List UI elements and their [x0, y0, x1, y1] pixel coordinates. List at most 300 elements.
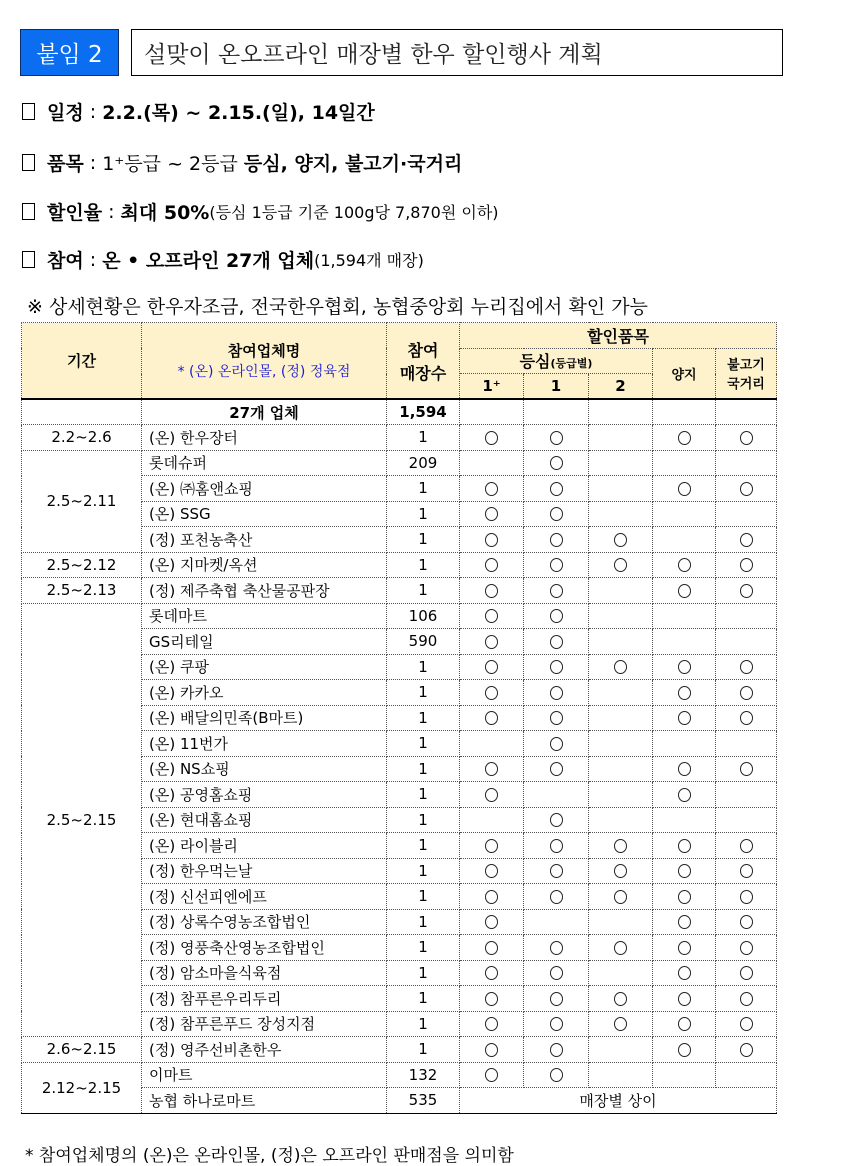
company-cell: (온) SSG [142, 501, 387, 527]
item-cell-g2 [589, 476, 653, 502]
item-cell-g2 [589, 884, 653, 910]
header-grade-2: 2 [589, 374, 653, 400]
stores-cell: 1 [387, 858, 460, 884]
circle-mark-icon [678, 992, 691, 1006]
circle-mark-icon [740, 915, 753, 929]
item-cell-yangji [653, 833, 716, 859]
table-row [22, 603, 777, 629]
circle-mark-icon [678, 711, 691, 725]
stores-cell: 1 [387, 578, 460, 604]
item-cell-g1 [524, 552, 589, 578]
circle-mark-icon [485, 762, 498, 776]
item-cell-g1 [524, 807, 589, 833]
item-cell-g1 [524, 578, 589, 604]
circle-mark-icon [740, 890, 753, 904]
company-cell: (온) 쿠팡 [142, 654, 387, 680]
header-brisket: 양지 [653, 348, 716, 399]
stores-cell: 1 [387, 1037, 460, 1063]
total-row [22, 399, 777, 425]
circle-mark-icon [485, 915, 498, 929]
circle-mark-icon [485, 788, 498, 802]
circle-mark-icon [678, 584, 691, 598]
item-cell-bulgogi [716, 960, 777, 986]
item-cell-g2 [589, 578, 653, 604]
stores-cell: 535 [387, 1088, 460, 1114]
discount-plan-table [21, 322, 777, 1114]
circle-mark-icon [485, 941, 498, 955]
item-cell-yangji [653, 527, 716, 553]
stores-cell: 1 [387, 833, 460, 859]
item-cell-g1p [460, 731, 524, 757]
circle-mark-icon [740, 584, 753, 598]
company-cell: (온) NS쇼핑 [142, 756, 387, 782]
item-cell-g1p [460, 527, 524, 553]
stores-cell: 1 [387, 552, 460, 578]
item-cell-g2 [589, 501, 653, 527]
circle-mark-icon [485, 609, 498, 623]
item-cell-g1 [524, 680, 589, 706]
bullet-participation [22, 246, 424, 273]
item-cell-bulgogi [716, 782, 777, 808]
item-cell-g1 [524, 731, 589, 757]
circle-mark-icon [485, 890, 498, 904]
circle-mark-icon [550, 864, 563, 878]
stores-cell: 132 [387, 1062, 460, 1088]
item-cell-g1 [524, 654, 589, 680]
item-cell-g2 [589, 935, 653, 961]
circle-mark-icon [614, 660, 627, 674]
stores-cell: 1 [387, 705, 460, 731]
item-cell-g2 [589, 552, 653, 578]
company-cell: (정) 상록수영농조합법인 [142, 909, 387, 935]
circle-mark-icon [485, 584, 498, 598]
item-cell-g1 [524, 909, 589, 935]
circle-mark-icon [678, 431, 691, 445]
item-cell-bulgogi [716, 833, 777, 859]
header-bulgogi [716, 348, 777, 399]
circle-mark-icon [740, 864, 753, 878]
info-note: ※ 상세현황은 한우자조금, 전국한우협회, 농협중앙회 누리집에서 확인 가능 [27, 296, 648, 318]
circle-mark-icon [485, 507, 498, 521]
bullet-label: 할인율 [47, 202, 103, 224]
header-sirloin-label: 등심 [519, 352, 551, 372]
circle-mark-icon [485, 482, 498, 496]
item-cell-bulgogi [716, 909, 777, 935]
stores-cell: 1 [387, 425, 460, 451]
item-cell-g1 [524, 756, 589, 782]
bullet-detail: (1,594개 매장) [314, 251, 424, 270]
item-cell-g2 [589, 1011, 653, 1037]
circle-mark-icon [485, 711, 498, 725]
checkbox-square-icon [22, 203, 35, 220]
table-row [22, 1037, 777, 1063]
period-cell: 2.5~2.12 [22, 552, 142, 578]
stores-cell: 1 [387, 960, 460, 986]
item-cell-g1 [524, 603, 589, 629]
period-cell: 2.2~2.6 [22, 425, 142, 451]
circle-mark-icon [550, 813, 563, 827]
item-cell-yangji [653, 680, 716, 706]
item-cell-g1p [460, 833, 524, 859]
company-cell: (온) 카카오 [142, 680, 387, 706]
item-cell-g2 [589, 425, 653, 451]
table-row [22, 578, 777, 604]
item-cell-bulgogi [716, 680, 777, 706]
item-cell-g1p [460, 986, 524, 1012]
period-cell: 2.5~2.11 [22, 450, 142, 552]
company-cell: (온) 공영홈쇼핑 [142, 782, 387, 808]
circle-mark-icon [740, 660, 753, 674]
item-cell-yangji [653, 858, 716, 884]
item-cell-g2 [589, 450, 653, 476]
circle-mark-icon [550, 507, 563, 521]
item-cell-g1 [524, 705, 589, 731]
item-cell-g1p [460, 680, 524, 706]
circle-mark-icon [550, 456, 563, 470]
circle-mark-icon [678, 482, 691, 496]
bullet-sep: : [83, 100, 103, 123]
bullet-label: 일정 [47, 102, 84, 124]
item-cell-g2 [589, 527, 653, 553]
stores-cell: 590 [387, 629, 460, 655]
circle-mark-icon [740, 533, 753, 547]
item-cell-yangji [653, 425, 716, 451]
item-cell-g1p [460, 884, 524, 910]
item-cell-g1 [524, 1037, 589, 1063]
period-cell: 2.5~2.13 [22, 578, 142, 604]
circle-mark-icon [614, 533, 627, 547]
item-cell-yangji [653, 756, 716, 782]
company-cell: 이마트 [142, 1062, 387, 1088]
bullet-discount-rate [22, 198, 499, 225]
item-cell-g1p [460, 1011, 524, 1037]
circle-mark-icon [550, 992, 563, 1006]
item-cell-g2 [589, 680, 653, 706]
item-cell-yangji [653, 450, 716, 476]
circle-mark-icon [550, 660, 563, 674]
item-cell-bulgogi [716, 552, 777, 578]
stores-cell: 1 [387, 782, 460, 808]
circle-mark-icon [740, 941, 753, 955]
stores-cell: 1 [387, 527, 460, 553]
circle-mark-icon [614, 864, 627, 878]
bullet-value: 최대 50% [120, 202, 210, 224]
circle-mark-icon [485, 864, 498, 878]
stores-cell: 1 [387, 501, 460, 527]
circle-mark-icon [678, 558, 691, 572]
item-cell-yangji [653, 552, 716, 578]
item-cell-g1 [524, 960, 589, 986]
item-cell-g2 [589, 986, 653, 1012]
bullet-value: 등심, 양지, 불고기·국거리 [243, 153, 463, 175]
circle-mark-icon [740, 992, 753, 1006]
item-cell-bulgogi [716, 654, 777, 680]
item-cell-g1 [524, 527, 589, 553]
header-bulgogi-l1: 불고기 [727, 358, 765, 374]
company-cell: (정) 제주축협 축산물공판장 [142, 578, 387, 604]
circle-mark-icon [678, 660, 691, 674]
page-title: 설맞이 온오프라인 매장별 한우 할인행사 계획 [131, 29, 783, 76]
circle-mark-icon [740, 839, 753, 853]
circle-mark-icon [550, 533, 563, 547]
item-cell-g2 [589, 756, 653, 782]
item-cell-g2 [589, 705, 653, 731]
stores-cell: 1 [387, 654, 460, 680]
item-cell-g2 [589, 960, 653, 986]
item-cell-yangji [653, 960, 716, 986]
item-cell-g1p [460, 578, 524, 604]
company-cell: (정) 영풍축산영농조합법인 [142, 935, 387, 961]
circle-mark-icon [678, 966, 691, 980]
item-cell-g1p [460, 935, 524, 961]
item-cell-g1 [524, 782, 589, 808]
item-cell-bulgogi [716, 578, 777, 604]
item-cell-g2 [589, 629, 653, 655]
header-sirloin [460, 348, 653, 374]
stores-cell: 1 [387, 935, 460, 961]
company-cell: (정) 참푸른푸드 장성지점 [142, 1011, 387, 1037]
item-cell-g1 [524, 833, 589, 859]
circle-mark-icon [550, 686, 563, 700]
item-cell-bulgogi [716, 476, 777, 502]
item-cell-g1 [524, 1011, 589, 1037]
varies-cell: 매장별 상이 [460, 1088, 777, 1114]
header-stores [387, 323, 460, 400]
item-cell-g1 [524, 986, 589, 1012]
item-cell-g1p [460, 782, 524, 808]
item-cell-bulgogi [716, 731, 777, 757]
table-row [22, 552, 777, 578]
total-stores: 1,594 [387, 399, 460, 425]
header-stores-l1: 참여 [407, 340, 439, 360]
circle-mark-icon [485, 1068, 498, 1082]
circle-mark-icon [740, 762, 753, 776]
circle-mark-icon [614, 1017, 627, 1031]
company-cell: (정) 신선피엔에프 [142, 884, 387, 910]
circle-mark-icon [678, 762, 691, 776]
item-cell-g1p [460, 858, 524, 884]
item-cell-yangji [653, 807, 716, 833]
bullet-label: 품목 [47, 153, 84, 175]
item-cell-g2 [589, 1037, 653, 1063]
circle-mark-icon [485, 635, 498, 649]
circle-mark-icon [614, 992, 627, 1006]
bullet-value: 온 • 오프라인 27개 업체 [102, 250, 315, 272]
circle-mark-icon [678, 941, 691, 955]
company-cell: (온) 한우장터 [142, 425, 387, 451]
company-cell: GS리테일 [142, 629, 387, 655]
item-cell-g2 [589, 1062, 653, 1088]
header-grade-1: 1 [524, 374, 589, 400]
item-cell-g1p [460, 603, 524, 629]
item-cell-g2 [589, 833, 653, 859]
circle-mark-icon [678, 915, 691, 929]
item-cell-yangji [653, 731, 716, 757]
item-cell-g1p [460, 756, 524, 782]
company-cell: (온) ㈜홈앤쇼핑 [142, 476, 387, 502]
item-cell-g1 [524, 450, 589, 476]
period-cell: 2.6~2.15 [22, 1037, 142, 1063]
item-cell-g1p [460, 1062, 524, 1088]
bullet-value: 2.2.(목) ~ 2.15.(일), 14일간 [102, 102, 375, 124]
circle-mark-icon [550, 609, 563, 623]
company-cell: 롯데마트 [142, 603, 387, 629]
company-cell: (온) 현대홈쇼핑 [142, 807, 387, 833]
circle-mark-icon [485, 1017, 498, 1031]
stores-cell: 1 [387, 476, 460, 502]
item-cell-g1 [524, 425, 589, 451]
circle-mark-icon [550, 839, 563, 853]
header-period: 기간 [22, 323, 142, 400]
circle-mark-icon [550, 1017, 563, 1031]
item-cell-g2 [589, 858, 653, 884]
company-cell: (정) 참푸른우리두리 [142, 986, 387, 1012]
circle-mark-icon [550, 737, 563, 751]
item-cell-bulgogi [716, 756, 777, 782]
bullet-detail: (등심 1등급 기준 100g당 7,870원 이하) [209, 203, 499, 222]
circle-mark-icon [740, 558, 753, 572]
company-cell: (온) 11번가 [142, 731, 387, 757]
circle-mark-icon [614, 890, 627, 904]
circle-mark-icon [550, 584, 563, 598]
item-cell-yangji [653, 884, 716, 910]
item-cell-g1p [460, 909, 524, 935]
circle-mark-icon [740, 482, 753, 496]
circle-mark-icon [485, 533, 498, 547]
header-company-note: * (온) 온라인몰, (정) 정육점 [177, 364, 351, 380]
item-cell-g2 [589, 603, 653, 629]
circle-mark-icon [678, 788, 691, 802]
circle-mark-icon [614, 941, 627, 955]
circle-mark-icon [678, 1043, 691, 1057]
stores-cell: 1 [387, 986, 460, 1012]
circle-mark-icon [740, 1043, 753, 1057]
company-cell: (정) 영주선비촌한우 [142, 1037, 387, 1063]
item-cell-g1p [460, 552, 524, 578]
stores-cell: 1 [387, 1011, 460, 1037]
item-cell-yangji [653, 603, 716, 629]
item-cell-g1p [460, 807, 524, 833]
bullet-items [22, 149, 462, 176]
stores-cell: 209 [387, 450, 460, 476]
circle-mark-icon [485, 686, 498, 700]
item-cell-g1p [460, 654, 524, 680]
bullet-schedule [22, 98, 375, 125]
item-cell-bulgogi [716, 1037, 777, 1063]
header-grade-1plus: 1⁺ [460, 374, 524, 400]
item-cell-g1p [460, 501, 524, 527]
circle-mark-icon [550, 762, 563, 776]
bullet-sep: : [83, 151, 103, 174]
item-cell-bulgogi [716, 1011, 777, 1037]
checkbox-square-icon [22, 251, 35, 268]
company-cell: (온) 지마켓/옥션 [142, 552, 387, 578]
item-cell-g1p [460, 476, 524, 502]
circle-mark-icon [550, 635, 563, 649]
item-cell-yangji [653, 935, 716, 961]
circle-mark-icon [550, 558, 563, 572]
item-cell-bulgogi [716, 501, 777, 527]
circle-mark-icon [485, 558, 498, 572]
circle-mark-icon [550, 431, 563, 445]
bullet-pre: 1⁺등급 ~ 2등급 [102, 153, 244, 175]
item-cell-yangji [653, 578, 716, 604]
company-cell: (온) 라이블리 [142, 833, 387, 859]
bullet-sep: : [83, 248, 103, 271]
stores-cell: 1 [387, 807, 460, 833]
circle-mark-icon [614, 558, 627, 572]
header-company [142, 323, 387, 400]
circle-mark-icon [550, 890, 563, 904]
circle-mark-icon [485, 992, 498, 1006]
stores-cell: 1 [387, 756, 460, 782]
company-cell: (정) 포천농축산 [142, 527, 387, 553]
table-row [22, 1062, 777, 1088]
item-cell-yangji [653, 909, 716, 935]
period-cell: 2.5~2.15 [22, 603, 142, 1037]
item-cell-g1 [524, 884, 589, 910]
header-stores-l2: 매장수 [399, 363, 447, 383]
company-cell: (온) 배달의민족(B마트) [142, 705, 387, 731]
header-discount-items: 할인품목 [460, 323, 777, 349]
item-cell-bulgogi [716, 1062, 777, 1088]
checkbox-square-icon [22, 154, 35, 171]
circle-mark-icon [740, 431, 753, 445]
circle-mark-icon [740, 686, 753, 700]
company-cell: 롯데슈퍼 [142, 450, 387, 476]
item-cell-bulgogi [716, 705, 777, 731]
item-cell-yangji [653, 476, 716, 502]
item-cell-yangji [653, 986, 716, 1012]
circle-mark-icon [740, 1017, 753, 1031]
circle-mark-icon [740, 966, 753, 980]
item-cell-yangji [653, 782, 716, 808]
item-cell-g1p [460, 705, 524, 731]
item-cell-bulgogi [716, 425, 777, 451]
table-row [22, 425, 777, 451]
table-row [22, 450, 777, 476]
circle-mark-icon [550, 711, 563, 725]
item-cell-g2 [589, 807, 653, 833]
stores-cell: 1 [387, 680, 460, 706]
circle-mark-icon [550, 941, 563, 955]
item-cell-g1p [460, 960, 524, 986]
stores-cell: 106 [387, 603, 460, 629]
attachment-badge: 붙임 2 [20, 29, 119, 76]
item-cell-g1 [524, 501, 589, 527]
item-cell-bulgogi [716, 935, 777, 961]
period-cell: 2.12~2.15 [22, 1062, 142, 1113]
item-cell-g1 [524, 935, 589, 961]
item-cell-yangji [653, 1037, 716, 1063]
total-company: 27개 업체 [142, 399, 387, 425]
circle-mark-icon [678, 1017, 691, 1031]
item-cell-bulgogi [716, 450, 777, 476]
item-cell-yangji [653, 629, 716, 655]
circle-mark-icon [614, 839, 627, 853]
circle-mark-icon [485, 839, 498, 853]
company-cell: 농협 하나로마트 [142, 1088, 387, 1114]
item-cell-g2 [589, 782, 653, 808]
item-cell-yangji [653, 1011, 716, 1037]
footnote: * 참여업체명의 (온)은 온라인몰, (정)은 오프라인 판매점을 의미함 [25, 1146, 514, 1166]
item-cell-yangji [653, 1062, 716, 1088]
item-cell-g1p [460, 629, 524, 655]
item-cell-g1p [460, 425, 524, 451]
circle-mark-icon [550, 1068, 563, 1082]
item-cell-g1 [524, 1062, 589, 1088]
header-company-label: 참여업체명 [227, 342, 301, 360]
